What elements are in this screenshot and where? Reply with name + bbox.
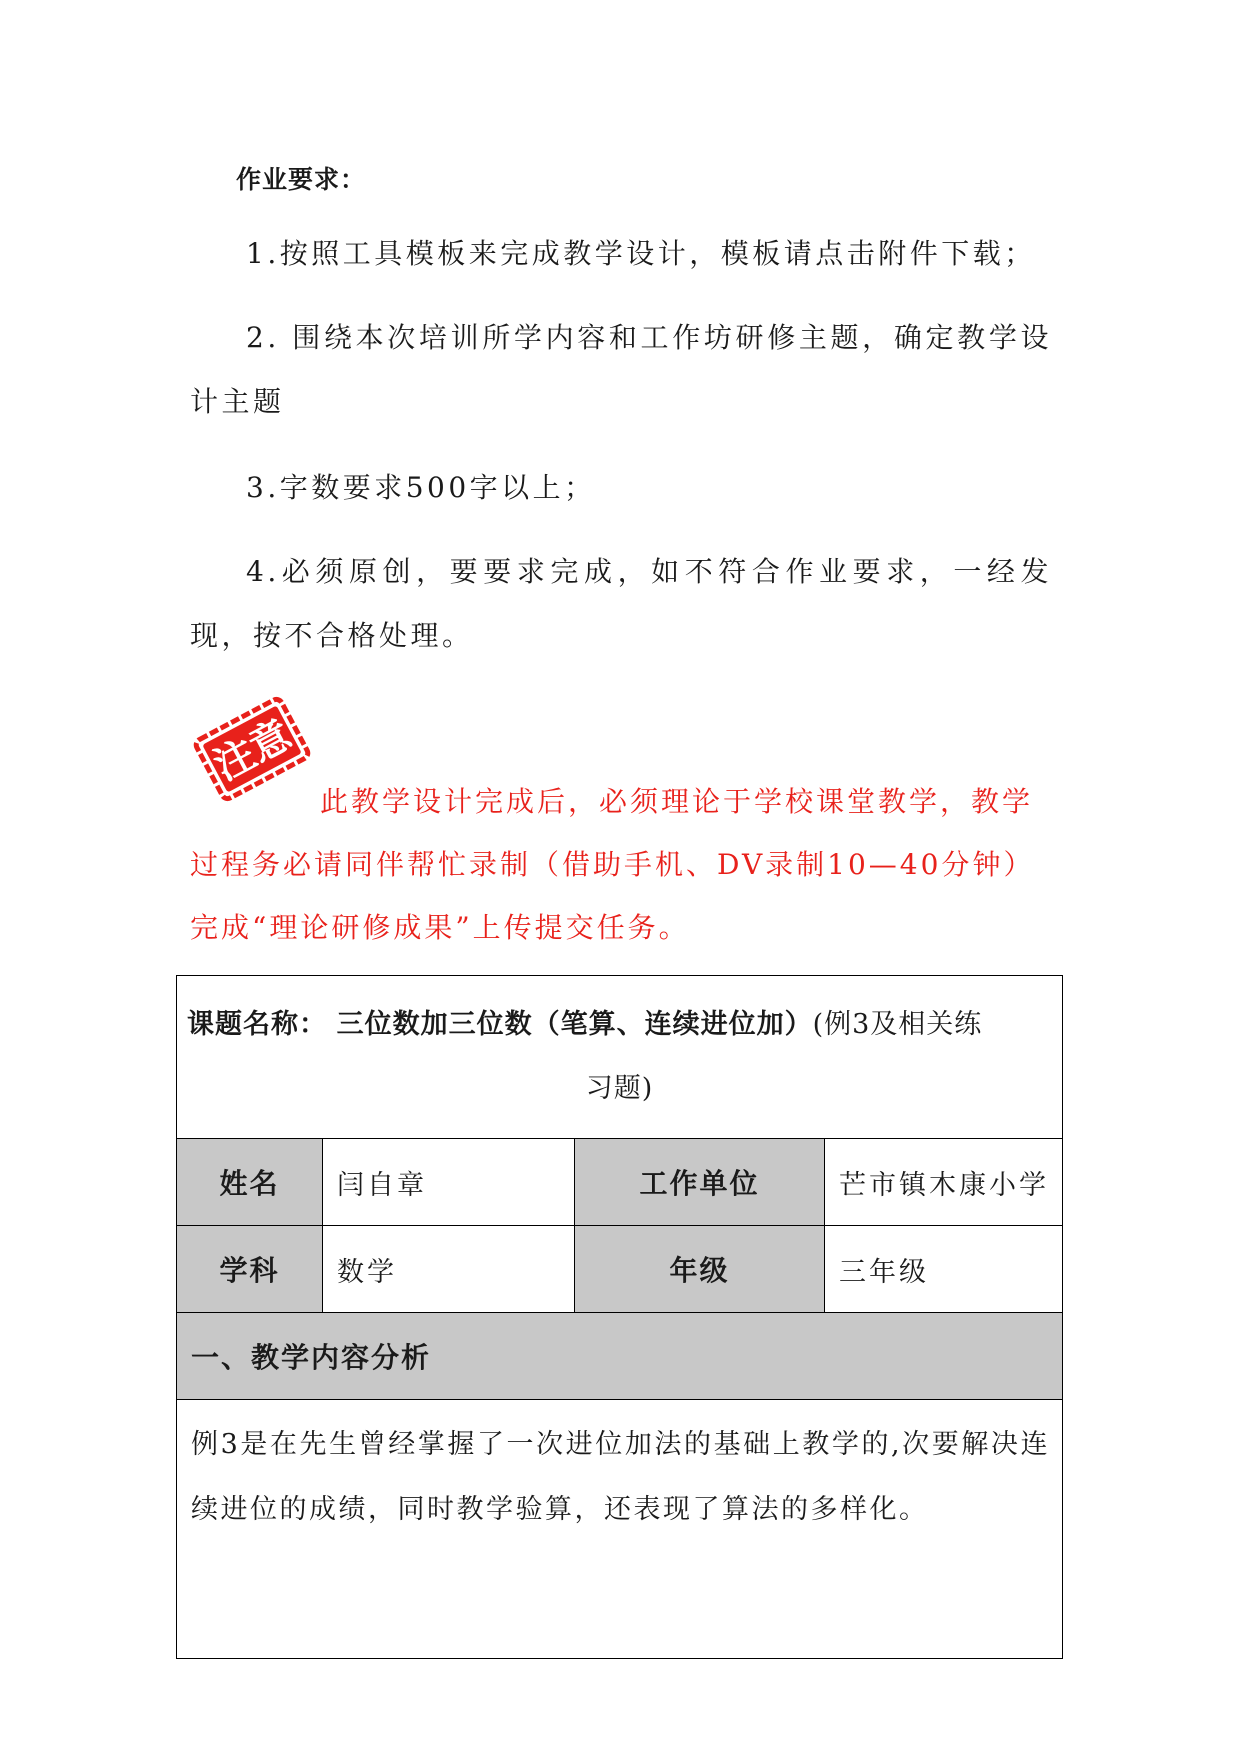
topic-label: 课题名称： (187, 1009, 327, 1040)
requirements-heading: 作业要求： (236, 165, 367, 194)
section-body-content-analysis: 例3是在先生曾经掌握了一次进位加法的基础上教学的,次要解决连续进位的成绩，同时教学验算，还表现了算法的多样化。 (177, 1400, 1063, 1659)
grade-label: 年级 (575, 1226, 825, 1313)
requirement-item-2: 2. 围绕本次培训所学内容和工作坊研修主题，确定教学设计主题 (190, 321, 1052, 418)
requirement-item-4: 4.必须原创，要要求完成，如不符合作业要求，一经发现，按不合格处理。 (190, 555, 1052, 652)
topic-cell (177, 976, 1063, 1139)
name-value: 闫自章 (323, 1139, 575, 1226)
unit-value: 芒市镇木康小学 (825, 1139, 1063, 1226)
section-title-content-analysis: 一、教学内容分析 (177, 1313, 1063, 1400)
subject-label: 学科 (177, 1226, 323, 1313)
topic-tail: 习题) (585, 1073, 654, 1104)
topic-title: 三位数加三位数（笔算、连续进位加） (336, 1009, 813, 1040)
name-label: 姓名 (177, 1139, 323, 1226)
requirement-item-3: 3.字数要求500字以上； (246, 471, 596, 504)
unit-label: 工作单位 (575, 1139, 825, 1226)
notice-text: 此教学设计完成后，必须理论于学校课堂教学，教学过程务必请同伴帮忙录制（借助手机、DV录制10—40分钟）完成“理论研修成果”上传提交任务。 (190, 785, 1035, 944)
svg-text:注意: 注意 (206, 711, 300, 790)
grade-value: 三年级 (825, 1226, 1063, 1313)
lesson-design-table (176, 975, 1063, 1659)
topic-rest: (例3及相关练 (812, 1009, 983, 1040)
requirement-item-1: 1.按照工具模板来完成教学设计，模板请点击附件下载； (246, 237, 1036, 270)
subject-value: 数学 (323, 1226, 575, 1313)
